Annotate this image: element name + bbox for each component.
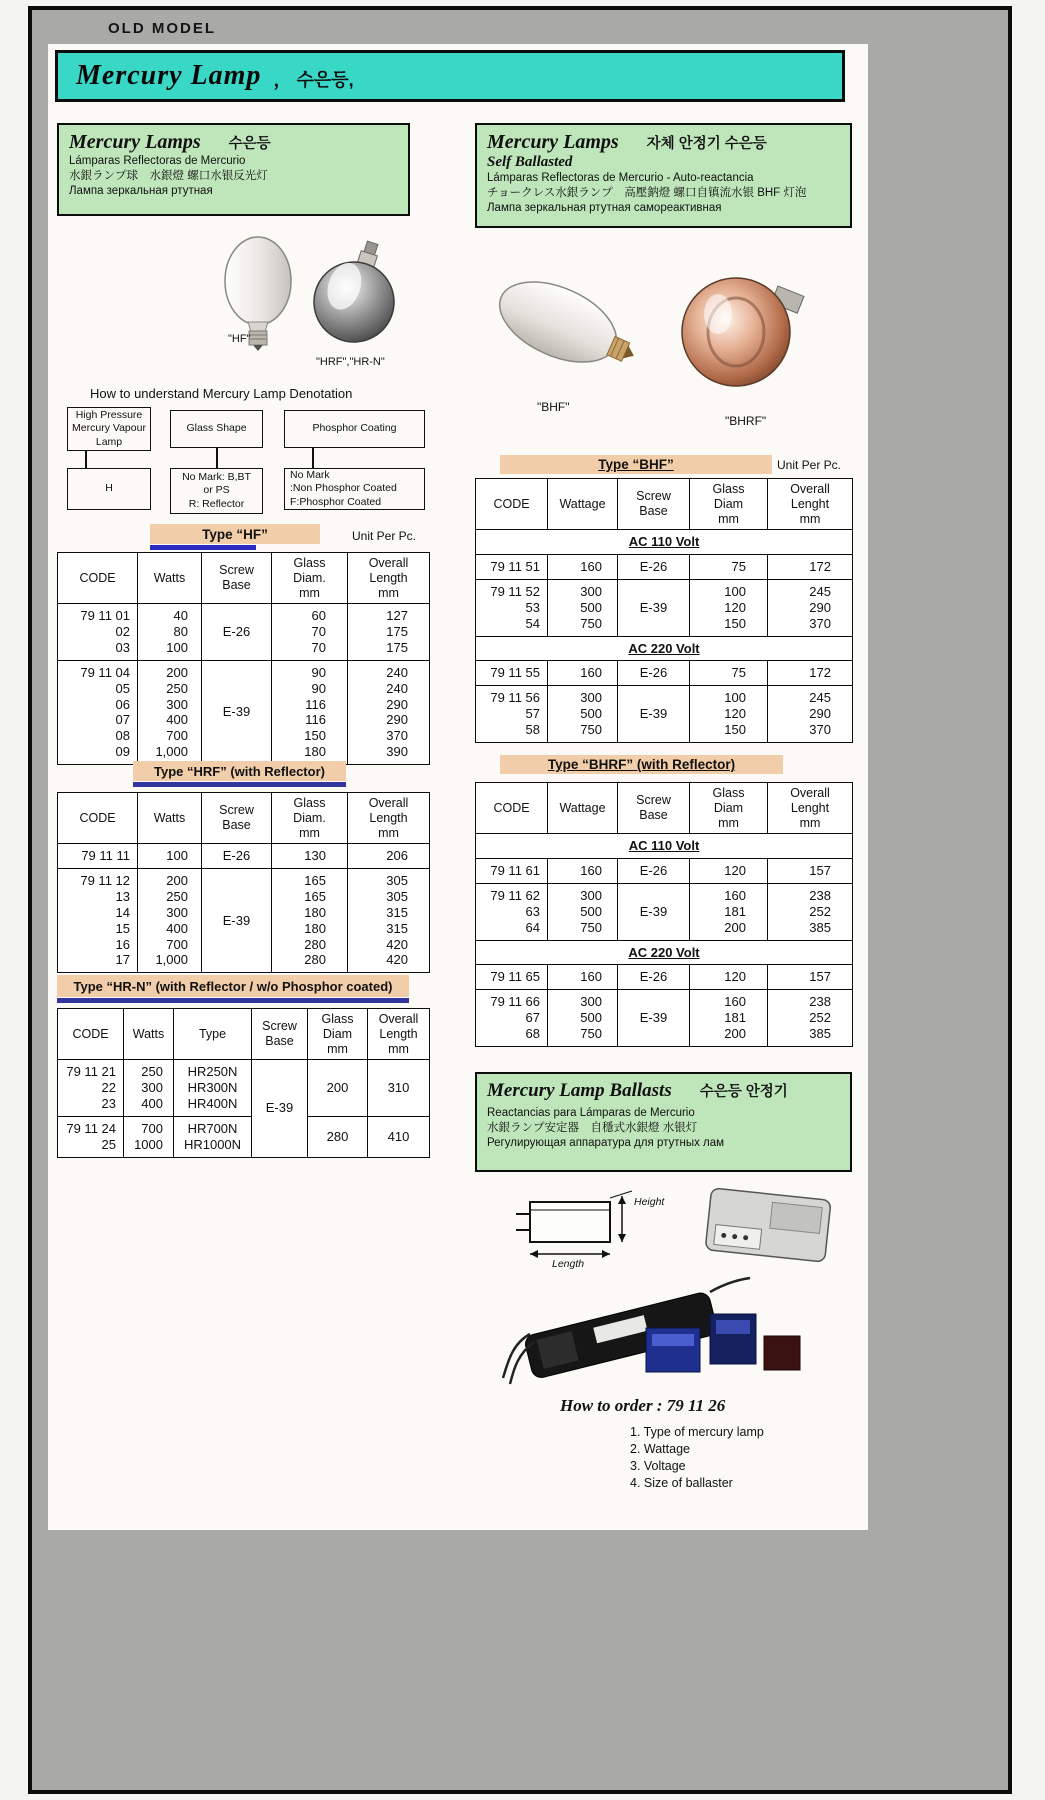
ballasts-title-korean: 수은등 안정기 xyxy=(699,1084,788,1100)
cell-watts: 300 500 750 xyxy=(548,883,618,940)
hrn-col-code: CODE xyxy=(58,1009,124,1060)
cell-length: 206 xyxy=(348,844,430,869)
cell-code: 79 11 21 22 23 xyxy=(58,1060,124,1117)
length-dimension-label: Length xyxy=(552,1258,585,1270)
hrf-table xyxy=(57,792,430,973)
section-subtitle: Self Ballasted xyxy=(487,154,573,170)
ballasts-line-russian: Регулирующая аппаратура для ртутных лам xyxy=(487,1137,725,1150)
cell-code: 79 11 65 xyxy=(476,965,548,990)
hrf-type-title xyxy=(133,761,346,781)
cell-code: 79 11 55 xyxy=(476,661,548,686)
intro-line-cjk: チョークレス水銀ランプ 高壓鈉燈 螺口自镇流水银 BHF 灯泡 xyxy=(487,187,807,200)
cell-length: 240 240 290 290 370 390 xyxy=(348,660,430,764)
voltage-band xyxy=(476,834,853,859)
hrf-col-diam: Glass Diam. mm xyxy=(272,793,348,844)
bhf-header-row xyxy=(476,479,853,530)
hrn-table xyxy=(57,1008,430,1158)
bhf-type-title-text: Type “BHF” xyxy=(598,457,674,472)
banner-title: Mercury Lamp xyxy=(76,60,262,91)
bhf-unit-label: Unit Per Pc. xyxy=(777,458,842,472)
cell-base: E-26 xyxy=(202,604,272,661)
cell-base: E-39 xyxy=(252,1060,308,1157)
cell-length: 157 xyxy=(768,859,853,884)
ballasts-title-row xyxy=(487,1080,840,1102)
bhf-col-base: Screw Base xyxy=(618,479,690,530)
intro-title-row xyxy=(487,131,840,154)
bhf-row-110-e26 xyxy=(476,555,853,580)
cell-watts: 160 xyxy=(548,661,618,686)
cell-watts: 700 1000 xyxy=(124,1116,174,1157)
cell-code: 79 11 66 67 68 xyxy=(476,990,548,1047)
connector-line xyxy=(216,448,218,468)
bhrf-col-code: CODE xyxy=(476,783,548,834)
bhrf-row-220-e26 xyxy=(476,965,853,990)
hf-col-code: CODE xyxy=(58,553,138,604)
cell-watts: 100 xyxy=(138,844,202,869)
bhf-col-wattage: Wattage xyxy=(548,479,618,530)
cell-watts: 200 250 300 400 700 1,000 xyxy=(138,660,202,764)
cell-watts: 200 250 300 400 700 1,000 xyxy=(138,869,202,973)
hf-type-title-text: Type “HF” xyxy=(202,526,268,542)
bhf-row-110-e39 xyxy=(476,579,853,636)
bhrf-type-title xyxy=(500,755,783,774)
hf-hrf-lamp-image xyxy=(182,226,412,358)
bhrf-lamp-label: "BHRF" xyxy=(725,414,767,428)
cell-diam: 160 181 200 xyxy=(690,883,768,940)
hf-type-title xyxy=(150,524,320,544)
bhrf-row-110-e26 xyxy=(476,859,853,884)
cell-diam: 120 xyxy=(690,859,768,884)
cell-diam: 280 xyxy=(308,1116,368,1157)
how-to-order-title: How to order : 79 11 26 xyxy=(560,1396,726,1415)
cell-length: 245 290 370 xyxy=(768,579,853,636)
cell-diam: 200 xyxy=(308,1060,368,1117)
order-item-4: 4. Size of ballaster xyxy=(630,1475,733,1490)
cell-diam: 100 120 150 xyxy=(690,579,768,636)
cell-code: 79 11 61 xyxy=(476,859,548,884)
ballast-illustration xyxy=(498,1186,858,1396)
denotation-title: How to understand Mercury Lamp Denotation xyxy=(90,386,353,401)
cell-watts: 160 xyxy=(548,555,618,580)
bhrf-band-220 xyxy=(476,940,853,965)
cell-diam: 165 165 180 180 280 280 xyxy=(272,869,348,973)
bhf-col-diam: Glass Diam mm xyxy=(690,479,768,530)
hrn-row-2 xyxy=(58,1116,430,1157)
intro-line-russian: Лампа зеркальная ртутная самореактивная xyxy=(487,202,722,215)
bhrf-col-wattage: Wattage xyxy=(548,783,618,834)
bhf-lamp-label: "BHF" xyxy=(537,400,570,414)
hf-unit-label: Unit Per Pc. xyxy=(352,529,417,543)
section-title: Mercury Lamps xyxy=(487,131,619,153)
hrn-type-title-text: Type “HR-N” (with Reflector / w/o Phosphor coated) xyxy=(73,978,393,994)
cell-base: E-39 xyxy=(618,686,690,743)
bhrf-col-length: Overall Lenght mm xyxy=(768,783,853,834)
cell-watts: 160 xyxy=(548,965,618,990)
hrf-type-title-text: Type “HRF” (with Reflector) xyxy=(154,763,325,779)
cell-code: 79 11 11 xyxy=(58,844,138,869)
bhrf-header-row xyxy=(476,783,853,834)
hrn-type-title xyxy=(57,975,409,997)
denotation-box-lamp: High Pressure Mercury Vapour Lamp xyxy=(67,407,151,451)
cell-base: E-26 xyxy=(618,859,690,884)
order-item-3: 3. Voltage xyxy=(630,1458,686,1473)
bhf-band-110 xyxy=(476,530,853,555)
cell-length: 157 xyxy=(768,965,853,990)
voltage-band xyxy=(476,940,853,965)
bhf-col-code: CODE xyxy=(476,479,548,530)
cell-base: E-26 xyxy=(618,661,690,686)
intro-line-spanish: Lámparas Reflectoras de Mercurio - Auto-reactancia xyxy=(487,172,754,184)
cell-code: 79 11 04 05 06 07 08 09 xyxy=(58,660,138,764)
hf-col-length: Overall Length mm xyxy=(348,553,430,604)
hrf-lamp-label: "HRF","HR-N" xyxy=(316,356,385,368)
bhf-bhrf-lamp-image xyxy=(478,256,850,406)
bhrf-band-110 xyxy=(476,834,853,859)
bhrf-table xyxy=(475,782,853,1047)
cell-code: 79 11 01 02 03 xyxy=(58,604,138,661)
voltage-band-text: AC 110 Volt xyxy=(628,534,700,550)
cell-watts: 300 500 750 xyxy=(548,579,618,636)
cell-diam: 90 90 116 116 150 180 xyxy=(272,660,348,764)
hrf-col-length: Overall Length mm xyxy=(348,793,430,844)
hf-col-base: Screw Base xyxy=(202,553,272,604)
cell-watts: 40 80 100 xyxy=(138,604,202,661)
hf-col-diam: Glass Diam. mm xyxy=(272,553,348,604)
cell-base: E-39 xyxy=(618,579,690,636)
lamp-illustration xyxy=(182,226,412,358)
cell-length: 172 xyxy=(768,661,853,686)
self-ballasted-intro-box xyxy=(475,123,852,228)
bhf-table xyxy=(475,478,853,743)
section-title-korean: 자체 안정기 수은등 xyxy=(646,136,767,152)
cell-length: 238 252 385 xyxy=(768,990,853,1047)
cell-length: 172 xyxy=(768,555,853,580)
bhrf-col-diam: Glass Diam mm xyxy=(690,783,768,834)
connector-line xyxy=(312,448,314,468)
cell-length: 127 175 175 xyxy=(348,604,430,661)
cell-diam: 75 xyxy=(690,661,768,686)
voltage-band xyxy=(476,636,853,661)
denotation-box-coating-marks: No Mark :Non Phosphor Coated F:Phosphor Coated xyxy=(284,468,425,510)
cell-watts: 300 500 750 xyxy=(548,990,618,1047)
bhf-row-220-e39 xyxy=(476,686,853,743)
cell-length: 245 290 370 xyxy=(768,686,853,743)
cell-length: 305 305 315 315 420 420 xyxy=(348,869,430,973)
hrf-row-e39 xyxy=(58,869,430,973)
cell-type: HR700N HR1000N xyxy=(174,1116,252,1157)
intro-line-spanish: Lámparas Reflectoras de Mercurio xyxy=(69,155,246,167)
cell-code: 79 11 52 53 54 xyxy=(476,579,548,636)
hrn-col-base: Screw Base xyxy=(252,1009,308,1060)
bhf-band-220 xyxy=(476,636,853,661)
how-to-order-list xyxy=(630,1424,764,1492)
bhrf-type-title-text: Type “BHRF” (with Reflector) xyxy=(547,757,736,772)
cell-code: 79 11 62 63 64 xyxy=(476,883,548,940)
intro-title-row xyxy=(69,131,398,154)
ballasts-line-cjk: 水銀ランプ安定器 自穩式水銀燈 水银灯 xyxy=(487,1122,698,1135)
cell-watts: 160 xyxy=(548,859,618,884)
hf-col-watts: Watts xyxy=(138,553,202,604)
intro-line-cjk: 水銀ランプ球 水銀燈 螺口水银反光灯 xyxy=(69,170,268,183)
self-ballasted-lamp-illustration xyxy=(478,256,850,406)
denotation-box-h: H xyxy=(67,468,151,510)
hf-header-row xyxy=(58,553,430,604)
denotation-box-phosphor-coating: Phosphor Coating xyxy=(284,410,425,448)
hrn-title-underline xyxy=(57,998,409,1003)
cell-diam: 120 xyxy=(690,965,768,990)
cell-length: 410 xyxy=(368,1116,430,1157)
hrn-col-type: Type xyxy=(174,1009,252,1060)
cell-diam: 160 181 200 xyxy=(690,990,768,1047)
hrf-title-underline xyxy=(133,782,346,787)
banner-title-korean: ， 수은등, xyxy=(273,70,354,90)
hrf-col-watts: Watts xyxy=(138,793,202,844)
hrn-row-1 xyxy=(58,1060,430,1117)
bhf-col-length: Overall Lenght mm xyxy=(768,479,853,530)
cell-code: 79 11 24 25 xyxy=(58,1116,124,1157)
bhrf-row-110-e39 xyxy=(476,883,853,940)
hrf-col-code: CODE xyxy=(58,793,138,844)
cell-base: E-39 xyxy=(618,990,690,1047)
hf-title-underline xyxy=(150,545,256,550)
section-title-korean: 수은등 xyxy=(228,136,271,152)
bhrf-col-base: Screw Base xyxy=(618,783,690,834)
intro-line-russian: Лампа зеркальная ртутная xyxy=(69,185,213,198)
cell-base: E-26 xyxy=(618,555,690,580)
hf-row-e26 xyxy=(58,604,430,661)
section-title: Mercury Lamps xyxy=(69,131,201,153)
denotation-box-glass-shape: Glass Shape xyxy=(170,410,263,448)
cell-base: E-26 xyxy=(618,965,690,990)
cell-diam: 75 xyxy=(690,555,768,580)
cell-diam: 60 70 70 xyxy=(272,604,348,661)
hf-table xyxy=(57,552,430,765)
hf-lamp-label: "HF" xyxy=(228,333,251,345)
denotation-box-shape-marks: No Mark: B,BT or PS R: Reflector xyxy=(170,468,263,514)
cell-diam: 130 xyxy=(272,844,348,869)
cell-base: E-39 xyxy=(202,660,272,764)
cell-code: 79 11 51 xyxy=(476,555,548,580)
ballast-images xyxy=(498,1186,858,1396)
cell-base: E-26 xyxy=(202,844,272,869)
hrn-col-watts: Watts xyxy=(124,1009,174,1060)
voltage-band-text: AC 220 Volt xyxy=(628,640,700,656)
cell-base: E-39 xyxy=(202,869,272,973)
height-dimension-label: Height xyxy=(634,1196,665,1208)
cell-length: 238 252 385 xyxy=(768,883,853,940)
voltage-band xyxy=(476,530,853,555)
bhf-type-title xyxy=(500,455,772,474)
hrn-col-length: Overall Length mm xyxy=(368,1009,430,1060)
ballasts-box xyxy=(475,1072,852,1172)
cell-code: 79 11 12 13 14 15 16 17 xyxy=(58,869,138,973)
hrf-row-e26 xyxy=(58,844,430,869)
mercury-lamps-intro-box xyxy=(57,123,410,216)
order-item-2: 2. Wattage xyxy=(630,1441,690,1456)
hrf-col-base: Screw Base xyxy=(202,793,272,844)
cell-watts: 300 500 750 xyxy=(548,686,618,743)
voltage-band-text: AC 220 Volt xyxy=(628,944,700,960)
connector-line xyxy=(85,451,87,468)
voltage-band-text: AC 110 Volt xyxy=(628,838,700,854)
ballasts-line-spanish: Reactancias para Lámparas de Mercurio xyxy=(487,1107,695,1119)
bhrf-row-220-e39 xyxy=(476,990,853,1047)
title-banner xyxy=(55,50,845,102)
cell-base: E-39 xyxy=(618,883,690,940)
order-item-1: 1. Type of mercury lamp xyxy=(630,1425,764,1439)
hf-row-e39 xyxy=(58,660,430,764)
cell-diam: 100 120 150 xyxy=(690,686,768,743)
ballasts-title: Mercury Lamp Ballasts xyxy=(487,1080,672,1101)
cell-watts: 250 300 400 xyxy=(124,1060,174,1117)
cell-type: HR250N HR300N HR400N xyxy=(174,1060,252,1117)
old-model-label: OLD MODEL xyxy=(108,20,216,37)
hrn-col-diam: Glass Diam mm xyxy=(308,1009,368,1060)
bhf-row-220-e26 xyxy=(476,661,853,686)
cell-code: 79 11 56 57 58 xyxy=(476,686,548,743)
hrn-header-row xyxy=(58,1009,430,1060)
hrf-header-row xyxy=(58,793,430,844)
cell-length: 310 xyxy=(368,1060,430,1117)
